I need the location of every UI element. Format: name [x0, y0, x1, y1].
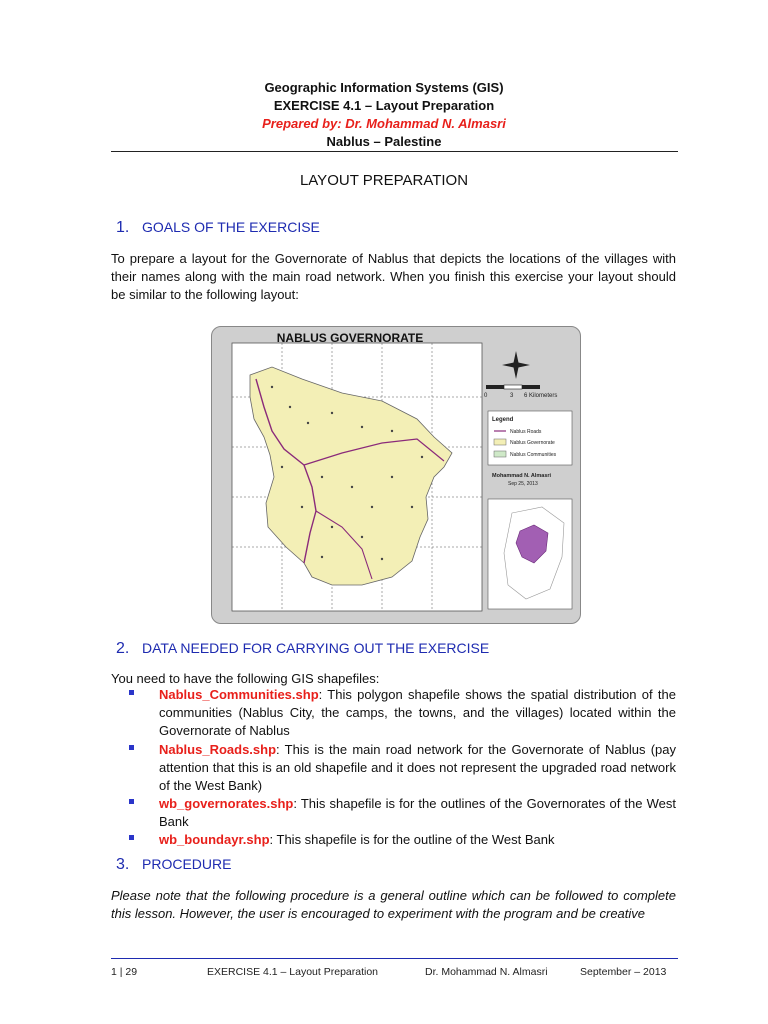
legend-title: Legend — [492, 417, 514, 423]
page-title: LAYOUT PREPARATION — [299, 172, 469, 189]
legend-item-roads: Nablus Roads — [510, 429, 542, 435]
legend-item-communities: Nablus Communities — [510, 452, 557, 458]
legend-gov-swatch — [494, 439, 506, 445]
scale-tick-2: 6 Kilometers — [524, 393, 558, 399]
bullet-icon — [129, 745, 139, 751]
scale-tick-1: 3 — [510, 393, 514, 399]
map-date: Sep 25, 2013 — [508, 481, 538, 487]
header-exercise: EXERCISE 4.1 – Layout Preparation — [273, 98, 495, 113]
scale-tick-0: 0 — [484, 393, 488, 399]
section-1-title: GOALS OF THE EXERCISE — [142, 219, 320, 235]
footer-page-number: 1 | 29 — [111, 966, 138, 978]
shapefile-item-roads — [159, 741, 676, 795]
shapefile-name: Nablus_Roads.shp — [159, 742, 277, 757]
header-rule — [111, 151, 678, 152]
section-3-number: 3. — [116, 856, 130, 873]
section-2-heading — [116, 640, 489, 658]
shapefile-item-communities — [159, 686, 676, 740]
footer-author: Dr. Mohammad N. Almasri — [425, 966, 548, 978]
shapefile-desc: : This polygon shapefile shows the spatial distribution of the communities (Nablus City, the camps, the towns, and the villages) located within the Governorate of Nablus — [159, 687, 676, 738]
shapefile-item-boundary — [159, 831, 676, 849]
header-author: Prepared by: Dr. Mohammad N. Almasri — [262, 116, 506, 131]
bullet-icon — [129, 835, 139, 841]
section-2-number: 2. — [116, 640, 130, 657]
section-2-title: DATA NEEDED FOR CARRYING OUT THE EXERCISE — [142, 640, 490, 656]
map-figure — [211, 326, 581, 624]
section-2-intro: You need to have the following GIS shapefiles: — [111, 671, 380, 686]
bullet-icon — [129, 799, 139, 805]
map-author: Mohammad N. Almasri — [492, 473, 552, 479]
section-3-paragraph: Please note that the following procedure is a general outline which can be followed to complete this lesson. However, the user is encouraged to experiment with the program and be creative — [111, 888, 676, 921]
map-graphic — [212, 327, 580, 623]
section-1-heading — [116, 219, 320, 237]
section-3-title: PROCEDURE — [142, 856, 232, 872]
section-1-paragraph: To prepare a layout for the Governorate of Nablus that depicts the locations of the villages with their names along with the main road network. When you finish this exercise your layout should be similar to the following layout: — [111, 251, 676, 302]
header-location: Nablus – Palestine — [326, 134, 442, 149]
map-title: NABLUS GOVERNORATE — [276, 331, 424, 345]
shapefile-desc: : This is the main road network for the Governorate of Nablus (pay attention that this is an old shapefile and it does not represent the upgraded road network of the West Bank) — [159, 742, 676, 793]
shapefile-desc: : This shapefile is for the outline of the West Bank — [269, 832, 555, 847]
shapefile-name: wb_boundayr.shp — [159, 832, 270, 847]
scale-bar — [486, 385, 540, 389]
shapefile-desc: : This shapefile is for the outlines of the Governorates of the West Bank — [159, 796, 676, 829]
legend-comm-swatch — [494, 451, 506, 457]
section-1-number: 1. — [116, 219, 130, 236]
north-arrow-icon — [502, 351, 530, 379]
shapefile-name: wb_governorates.shp — [159, 796, 294, 811]
shapefile-name: Nablus_Communities.shp — [159, 687, 319, 702]
footer-rule — [111, 958, 678, 959]
bullet-icon — [129, 690, 139, 696]
header-course: Geographic Information Systems (GIS) — [264, 80, 504, 95]
footer-exercise: EXERCISE 4.1 – Layout Preparation — [207, 966, 379, 978]
legend-item-governorate: Nablus Governorate — [510, 440, 555, 446]
footer-date: September – 2013 — [580, 966, 667, 978]
shapefile-item-governorates — [159, 795, 676, 831]
section-3-heading — [116, 856, 231, 874]
